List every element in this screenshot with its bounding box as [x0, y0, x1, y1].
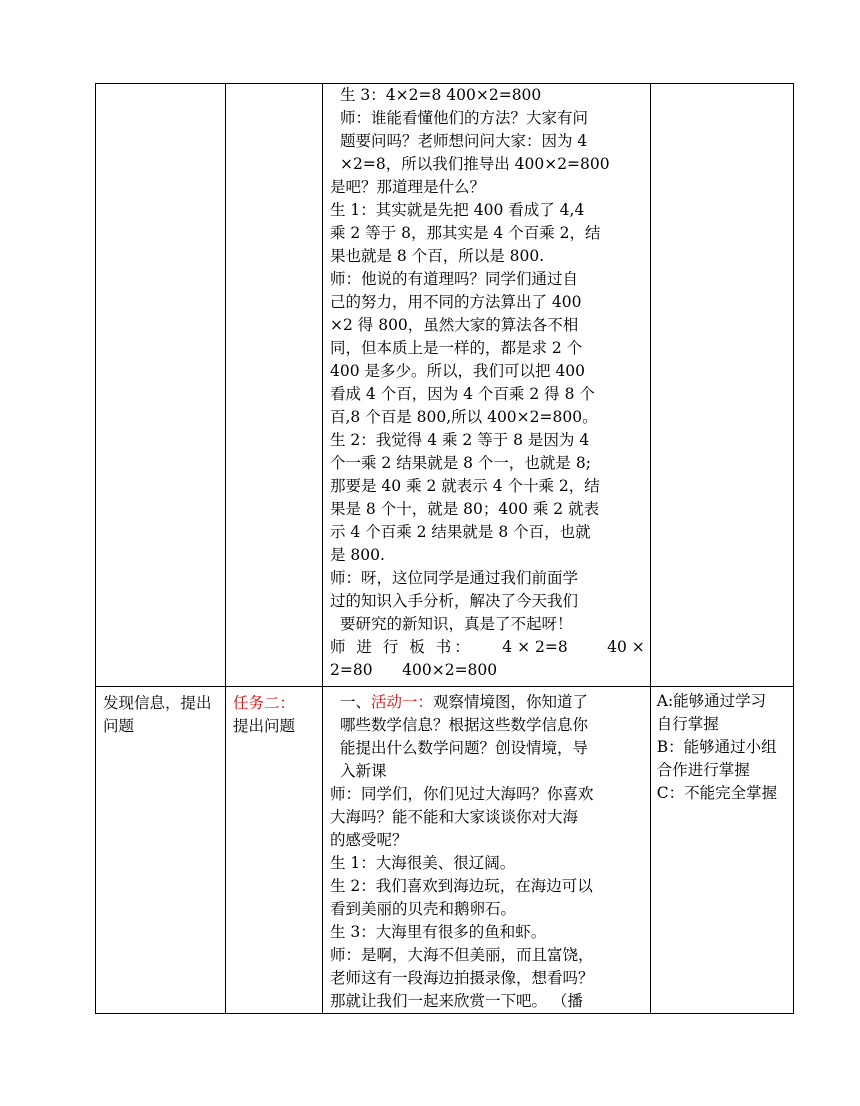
- text-line: 乘 2 等于 8，那其实是 4 个百乘 2，结: [330, 224, 601, 242]
- table-row: [96, 687, 794, 1014]
- lesson-plan-table: [95, 83, 794, 1014]
- text-line: 师：他说的有道理吗？同学们通过自: [330, 270, 579, 288]
- text-line: 的感受呢？: [330, 831, 408, 849]
- stage-cell: [96, 84, 226, 687]
- text-line: 400 是多少。所以，我们可以把 400: [330, 362, 586, 380]
- text-line: ×2 得 800，虽然大家的算法各不相: [330, 316, 579, 334]
- activity-cell: [323, 687, 651, 1014]
- evaluation-line: B：能够通过小组: [656, 738, 777, 756]
- text-line: 入新课: [340, 762, 387, 780]
- evaluation-line: C：不能完全掌握: [656, 784, 778, 802]
- text-line: 生 3：大海里有很多的鱼和虾。: [330, 923, 547, 941]
- text-line: 大海吗？能不能和大家谈谈你对大海: [330, 808, 579, 826]
- text-line: 是 800.: [330, 546, 385, 564]
- text-line: 生 2：我觉得 4 乘 2 等于 8 是因为 4: [330, 431, 590, 449]
- board-line-2: 2=80 400×2=800: [330, 661, 498, 679]
- task-title: 任务二：: [233, 694, 296, 712]
- text-line: 看成 4 个百，因为 4 个百乘 2 得 8 个: [330, 385, 595, 403]
- text-line: 过的知识入手分析，解决了今天我们: [330, 592, 579, 610]
- text-line: 看到美丽的贝壳和鹅卵石。: [330, 900, 517, 918]
- text-line: 那要是 40 乘 2 就表示 4 个十乘 2，结: [330, 477, 600, 495]
- text-line: 生 3：4×2=8 400×2=800: [340, 86, 542, 104]
- activity-text: [323, 84, 650, 636]
- table-row: [96, 84, 794, 687]
- text-line: 生 1：大海很美、很辽阔。: [330, 854, 516, 872]
- text-line: 哪些数学信息？根据这些数学信息你: [340, 716, 589, 734]
- activity-text: [330, 714, 645, 1013]
- evaluation-cell: [650, 84, 793, 687]
- board-line-1: 4 × 2=8 40 ×: [472, 638, 645, 656]
- text-line: 果是 8 个十，就是 80；400 乘 2 就表: [330, 500, 600, 518]
- text-line: 师：同学们，你们见过大海吗？你喜欢: [330, 785, 594, 803]
- stage-text: 发现信息，提出问题: [103, 694, 212, 735]
- text-line: 百,8 个百是 800,所以 400×2=800。: [330, 408, 598, 426]
- stage-cell: [96, 687, 226, 1014]
- text-line: 是吧？那道理是什么？: [330, 178, 486, 196]
- board-label: 师 进 行 板 书：: [330, 638, 473, 656]
- text-line: 同，但本质上是一样的，都是求 2 个: [330, 339, 583, 357]
- evaluation-line: 自行掌握: [656, 715, 719, 733]
- task-cell: [226, 84, 323, 687]
- text-line: 那就让我们一起来欣赏一下吧。 （播: [330, 992, 583, 1010]
- text-line: 示 4 个百乘 2 结果就是 8 个百，也就: [330, 523, 591, 541]
- text-line: 己的努力，用不同的方法算出了 400: [330, 293, 582, 311]
- text-line: 师：呀，这位同学是通过我们前面学: [330, 569, 579, 587]
- text-line: 要研究的新知识，真是了不起呀！: [340, 615, 573, 633]
- text-line: 能提出什么数学问题？创设情境，导: [340, 739, 589, 757]
- text-line: ×2=8，所以我们推导出 400×2=800: [340, 155, 610, 173]
- text-line: 老师这有一段海边拍摄录像，想看吗？: [330, 969, 594, 987]
- text-line: 题要问吗？老师想问问大家：因为 4: [340, 132, 588, 150]
- task-cell: [226, 687, 323, 1014]
- text-line: 生 1：其实就是先把 400 看成了 4,4: [330, 201, 585, 219]
- evaluation-line: 合作进行掌握: [656, 761, 750, 779]
- evaluation-criteria: [651, 687, 793, 805]
- evaluation-cell: [650, 687, 793, 1014]
- text-line: 生 2：我们喜欢到海边玩，在海边可以: [330, 877, 593, 895]
- activity-label: 活动一：: [371, 693, 434, 711]
- activity-prefix: 一、: [340, 693, 372, 711]
- text-line: 师：是啊，大海不但美丽，而且富饶，: [330, 946, 594, 964]
- text-line: 师：谁能看懂他们的方法？大家有问: [340, 109, 589, 127]
- text-line: 果也就是 8 个百，所以是 800.: [330, 247, 545, 265]
- activity-cell: [323, 84, 651, 687]
- activity-intro: 观察情境图，你知道了: [433, 693, 589, 711]
- evaluation-line: A:能够通过学习: [656, 692, 767, 710]
- task-name: 提出问题: [233, 717, 296, 735]
- text-line: 个一乘 2 结果就是 8 个一，也就是 8;: [330, 454, 591, 472]
